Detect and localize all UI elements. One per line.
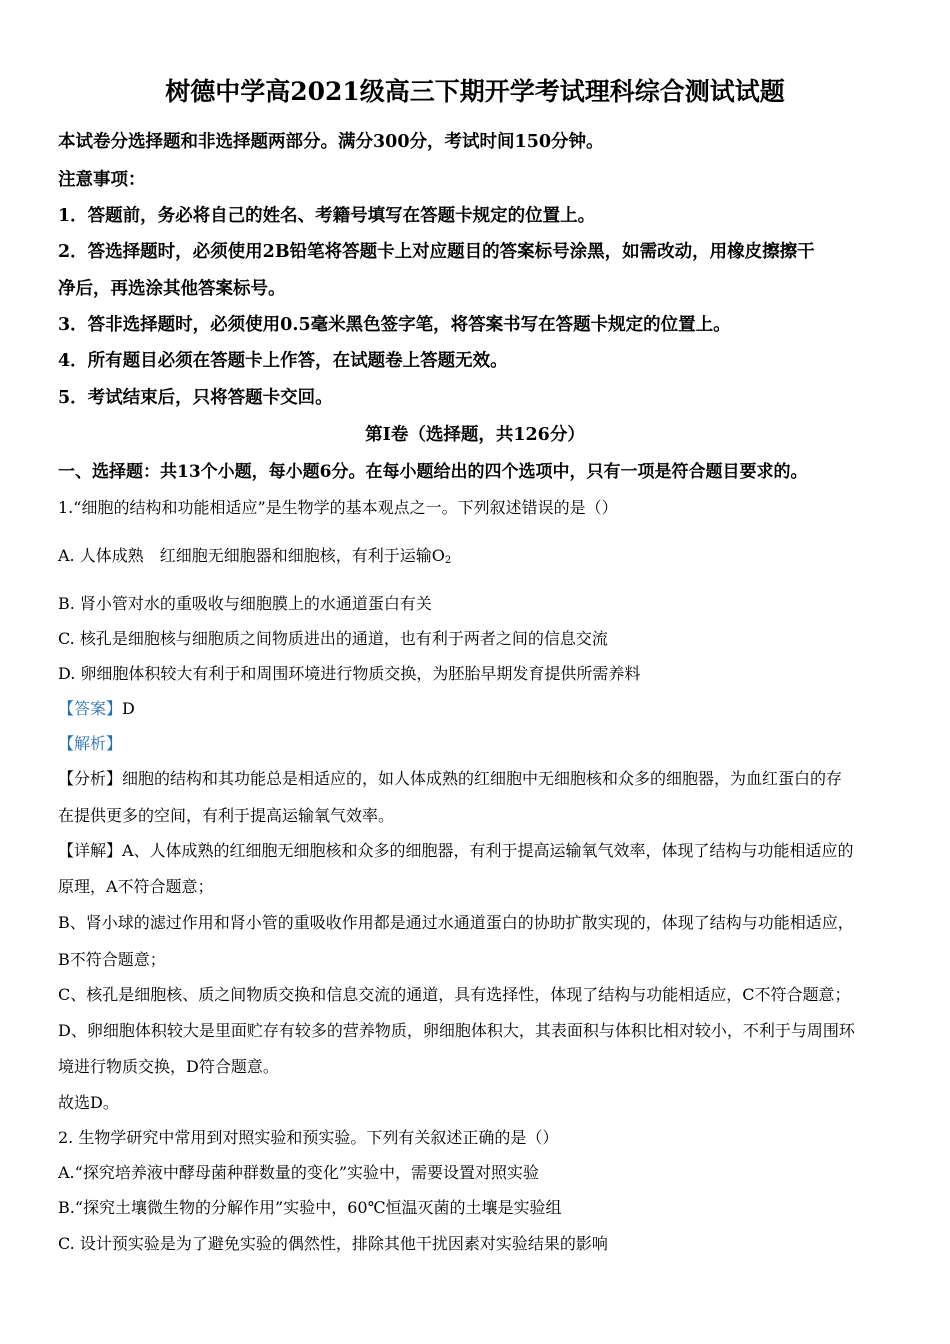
notice-item: 4．所有题目必须在答题卡上作答，在试题卷上答题无效。 <box>58 351 508 371</box>
question-2-option-b: B.“探究土壤微生物的分解作用”实验中，60℃恒温灭菌的土壤是实验组 <box>58 1198 562 1217</box>
exam-title: 树德中学高2021级高三下期开学考试理科综合测试试题 <box>165 77 785 106</box>
question-2-option-a: A.“探究培养液中酵母菌种群数量的变化”实验中，需要设置对照实验 <box>58 1163 540 1182</box>
question-1-option-b: B. 肾小管对水的重吸收与细胞膜上的水通道蛋白有关 <box>58 594 432 613</box>
notice-item: 2．答选择题时，必须使用2B铅笔将答题卡上对应题目的答案标号涂黑，如需改动，用橡皮擦擦干 <box>58 242 815 262</box>
answer-line <box>58 696 135 719</box>
subscript: 2 <box>444 555 452 566</box>
notice-item: 1．答题前，务必将自己的姓名、考籍号填写在答题卡规定的位置上。 <box>58 206 596 226</box>
analysis-line: 原理，A不符合题意； <box>58 877 214 896</box>
section-title: 第I卷（选择题，共126分） <box>365 425 585 445</box>
question-1-option-a <box>58 543 451 566</box>
analysis-line: 故选D。 <box>58 1093 119 1112</box>
notice-item: 净后，再选涂其他答案标号。 <box>58 279 286 299</box>
question-2-option-c: C. 设计预实验是为了避免实验的偶然性，排除其他干扰因素对实验结果的影响 <box>58 1234 608 1253</box>
question-1-option-c: C. 核孔是细胞核与细胞质之间物质进出的通道，也有利于两者之间的信息交流 <box>58 629 608 648</box>
analysis-line: 【分析】细胞的结构和其功能总是相适应的，如人体成熟的红细胞中无细胞核和众多的细胞器，为血红蛋白的存 <box>58 769 843 788</box>
analysis-line: B不符合题意； <box>58 950 166 969</box>
analysis-line: 【详解】A、人体成熟的红细胞无细胞核和众多的细胞器，有利于提高运输氧气效率，体现了结构与功能相适应的 <box>58 841 854 860</box>
analysis-line: D、卵细胞体积较大是里面贮存有较多的营养物质，卵细胞体积大，其表面积与体积比相对较小，不利于与周围环 <box>58 1021 855 1040</box>
answer-value: D <box>122 699 135 718</box>
analysis-line: C、核孔是细胞核、质之间物质交换和信息交流的通道，具有选择性，体现了结构与功能相适应，C不符合题意； <box>58 985 851 1004</box>
part-heading: 一、选择题：共13个小题，每小题6分。在每小题给出的四个选项中，只有一项是符合题目要求的。 <box>58 462 808 482</box>
notice-item: 3．答非选择题时，必须使用0.5毫米黑色签字笔，将答案书写在答题卡规定的位置上。 <box>58 315 731 335</box>
question-2-stem: 2. 生物学研究中常用到对照实验和预实验。下列有关叙述正确的是（） <box>58 1128 559 1147</box>
question-1-option-d: D. 卵细胞体积较大有利于和周围环境进行物质交换，为胚胎早期发育提供所需养料 <box>58 664 641 683</box>
answer-tag: 【答案】 <box>58 699 123 718</box>
analysis-line: 境进行物质交换，D符合题意。 <box>58 1057 279 1076</box>
exam-intro: 本试卷分选择题和非选择题两部分。满分300分，考试时间150分钟。 <box>58 132 604 152</box>
analysis-tag: 【解析】 <box>58 734 123 753</box>
analysis-line: 在提供更多的空间，有利于提高运输氧气效率。 <box>58 806 395 825</box>
analysis-line: B、肾小球的滤过作用和肾小管的重吸收作用都是通过水通道蛋白的协助扩散实现的，体现了结构与功能相适应， <box>58 913 854 932</box>
notice-item: 5．考试结束后，只将答题卡交回。 <box>58 388 333 408</box>
option-a-text: A. 人体成熟 红细胞无细胞器和细胞核，有利于运输O <box>58 546 445 565</box>
notice-heading: 注意事项： <box>58 170 146 190</box>
question-1-stem: 1.“细胞的结构和功能相适应”是生物学的基本观点之一。下列叙述错误的是（） <box>58 498 618 517</box>
